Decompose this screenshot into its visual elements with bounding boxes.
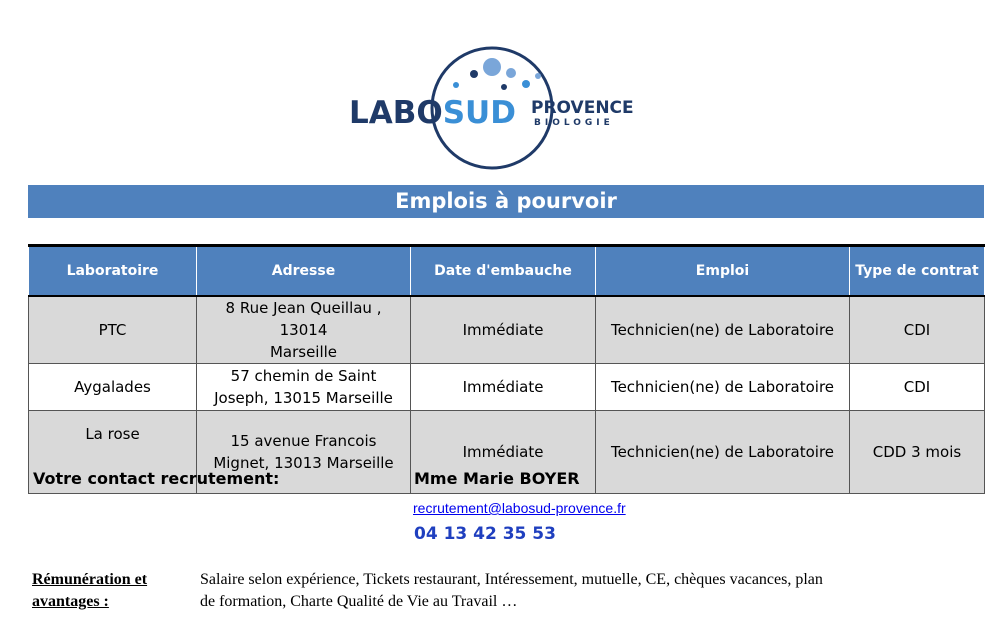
address-line: 15 avenue Francois	[230, 432, 377, 450]
contact-phone: 04 13 42 35 53	[414, 524, 556, 544]
logo-bubble	[501, 84, 507, 90]
svg-text:LABOSUD	[349, 95, 516, 131]
cell-job: Technicien(ne) de Laboratoire	[596, 296, 850, 364]
logo-bubble	[470, 70, 478, 78]
cell-date: Immédiate	[411, 296, 596, 364]
address-line: Mignet, 13013 Marseille	[213, 454, 394, 472]
cell-address	[197, 364, 411, 411]
header-contrat: Type de contrat	[850, 246, 985, 297]
cell-contract: CDI	[850, 364, 985, 411]
address-line: 57 chemin de Saint	[230, 367, 377, 385]
logo-word-biologie: BIOLOGIE	[534, 118, 614, 128]
logo-word-sud: SUD	[442, 95, 516, 131]
table-row	[29, 296, 985, 364]
cell-contract: CDI	[850, 296, 985, 364]
logo-bubble	[535, 73, 541, 79]
cell-lab: PTC	[29, 296, 197, 364]
page-title-banner	[28, 185, 984, 218]
address-line: 8 Rue Jean Queillau , 13014	[225, 299, 382, 339]
contact-email-link[interactable]: recrutement@labosud-provence.fr	[413, 500, 626, 516]
cell-job: Technicien(ne) de Laboratoire	[596, 364, 850, 411]
header-laboratoire: Laboratoire	[29, 246, 197, 297]
labosud-logo	[346, 40, 646, 170]
logo-word-provence: PROVENCE	[531, 98, 634, 118]
cell-date: Immédiate	[411, 364, 596, 411]
table-row	[29, 364, 985, 411]
cell-address	[197, 296, 411, 364]
address-line: Joseph, 13015 Marseille	[214, 389, 393, 407]
header-adresse: Adresse	[197, 246, 411, 297]
cell-lab: Aygalades	[29, 364, 197, 411]
cell-lab: La rose	[29, 411, 197, 494]
logo-bubble	[522, 80, 530, 88]
contact-name: Mme Marie BOYER	[414, 469, 580, 488]
address-line: Marseille	[269, 343, 338, 361]
cell-date: Immédiate	[411, 411, 596, 494]
remuneration-label: Rémunération et avantages :	[32, 571, 148, 610]
header-date: Date d'embauche	[411, 246, 596, 297]
cell-contract: CDD 3 mois	[850, 411, 985, 494]
cell-job: Technicien(ne) de Laboratoire	[596, 411, 850, 494]
page-title: Emplois à pourvoir	[395, 189, 617, 213]
contact-label: Votre contact recrutement:	[33, 469, 280, 488]
header-emploi: Emploi	[596, 246, 850, 297]
logo-word-labo: LABO	[349, 95, 443, 131]
table-header-row	[29, 246, 985, 297]
jobs-table	[28, 244, 985, 494]
remuneration-text: Salaire selon expérience, Tickets restaurant, Intéressement, mutuelle, CE, chèques vacances, plan de formation, Charte Qualité de Vie au Travail …	[200, 571, 823, 610]
logo-bubble	[453, 82, 459, 88]
logo-bubble	[506, 68, 516, 78]
logo-bubble	[483, 58, 501, 76]
